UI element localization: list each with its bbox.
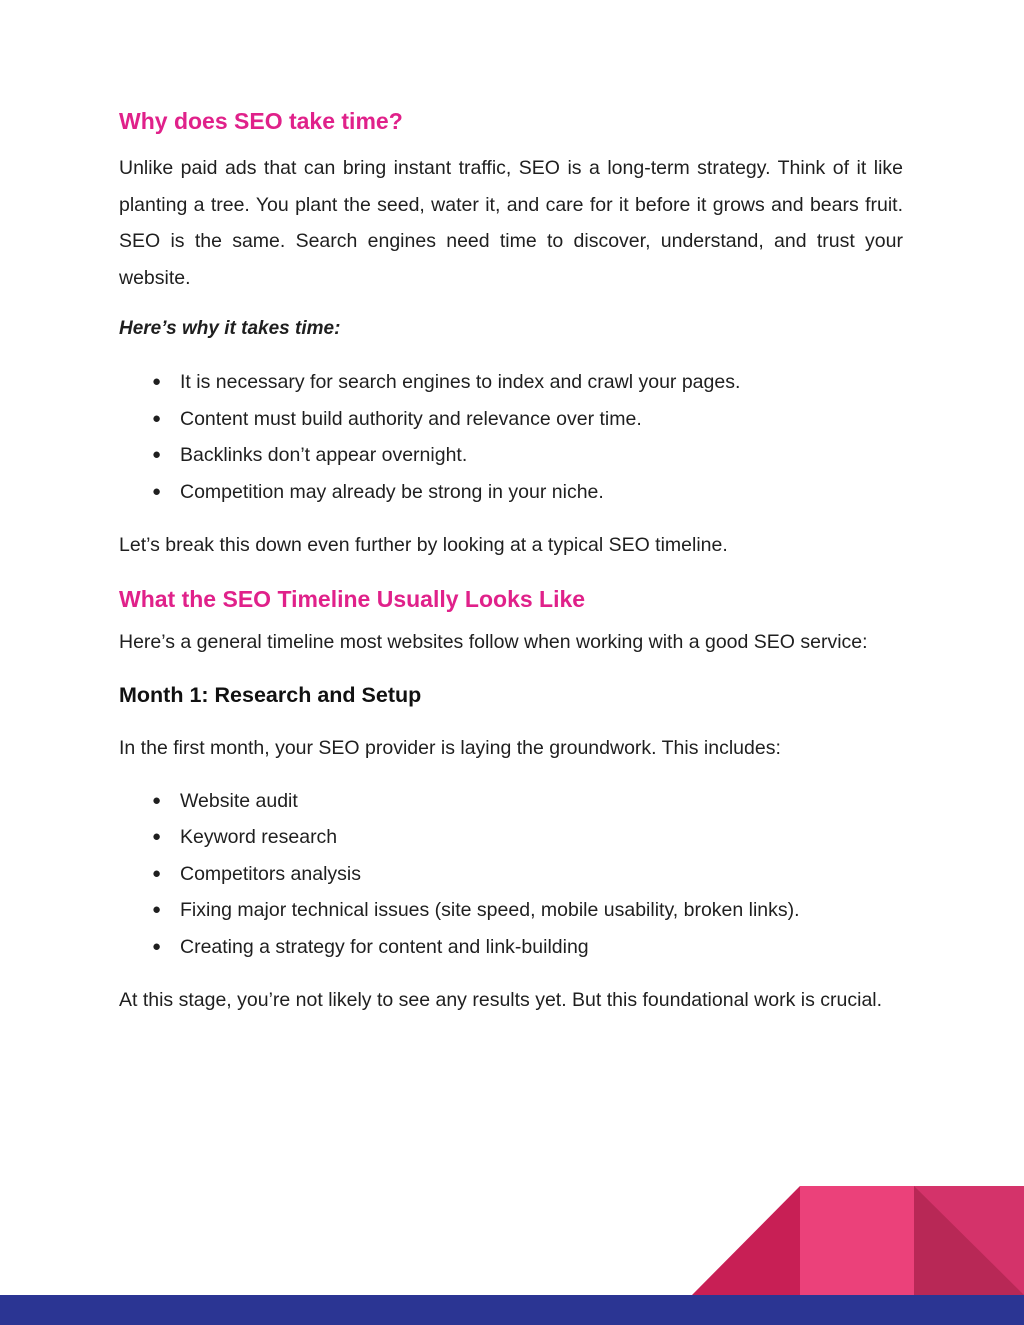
list-item: ● Fixing major technical issues (site speed, mobile usability, broken links).: [152, 892, 903, 929]
list-item: ● Website audit: [152, 783, 903, 820]
list-item: ● Competition may already be strong in your niche.: [152, 474, 903, 511]
bullet-icon: ●: [152, 446, 162, 463]
section-heading-why-seo-takes-time: Why does SEO take time?: [119, 108, 403, 134]
bullet-icon: ●: [152, 864, 162, 882]
section-heading-seo-timeline: What the SEO Timeline Usually Looks Like: [119, 585, 586, 612]
list-item: ● Keyword research: [152, 819, 903, 856]
section-outro-paragraph: Let’s break this down even further by looking at a typical SEO timeline.: [119, 534, 728, 556]
list-item: ● Competitors analysis: [152, 856, 903, 893]
bullet-icon: ●: [152, 373, 162, 390]
month1-outro-paragraph: At this stage, you’re not likely to see any results yet. But this foundational work is crucial.: [119, 989, 883, 1011]
list-item: ● Content must build authority and relevance over time.: [152, 401, 903, 438]
bullet-icon: ●: [152, 828, 162, 845]
decor-block-center: [800, 1186, 914, 1295]
decor-triangle-left: [692, 1186, 800, 1295]
list-item: ● Backlinks don’t appear overnight.: [152, 437, 903, 474]
reasons-label: Here’s why it takes time:: [119, 318, 341, 339]
list-item: ● Creating a strategy for content and link-building: [152, 929, 903, 966]
bullet-icon: ●: [152, 901, 162, 918]
bullet-icon: ●: [152, 937, 162, 955]
list-item: ● It is necessary for search engines to index and crawl your pages.: [152, 364, 903, 401]
month1-heading: Month 1: Research and Setup: [119, 683, 422, 707]
section-intro-paragraph: Unlike paid ads that can bring instant traffic, SEO is a long-term strategy. Think of it like planting a tree. You plant the seed, water it, and care for it before it grows and bears fruit. SEO is the same. Search engines need time to discover, understand, and trust your website.: [119, 157, 903, 289]
bullet-icon: ●: [152, 791, 162, 809]
footer-bar: [0, 1295, 1024, 1325]
month1-intro-paragraph: In the first month, your SEO provider is laying the groundwork. This includes:: [119, 737, 781, 759]
bullet-icon: ●: [152, 482, 162, 500]
bullet-icon: ●: [152, 409, 162, 427]
timeline-intro-paragraph: Here’s a general timeline most websites follow when working with a good SEO service:: [119, 630, 868, 653]
